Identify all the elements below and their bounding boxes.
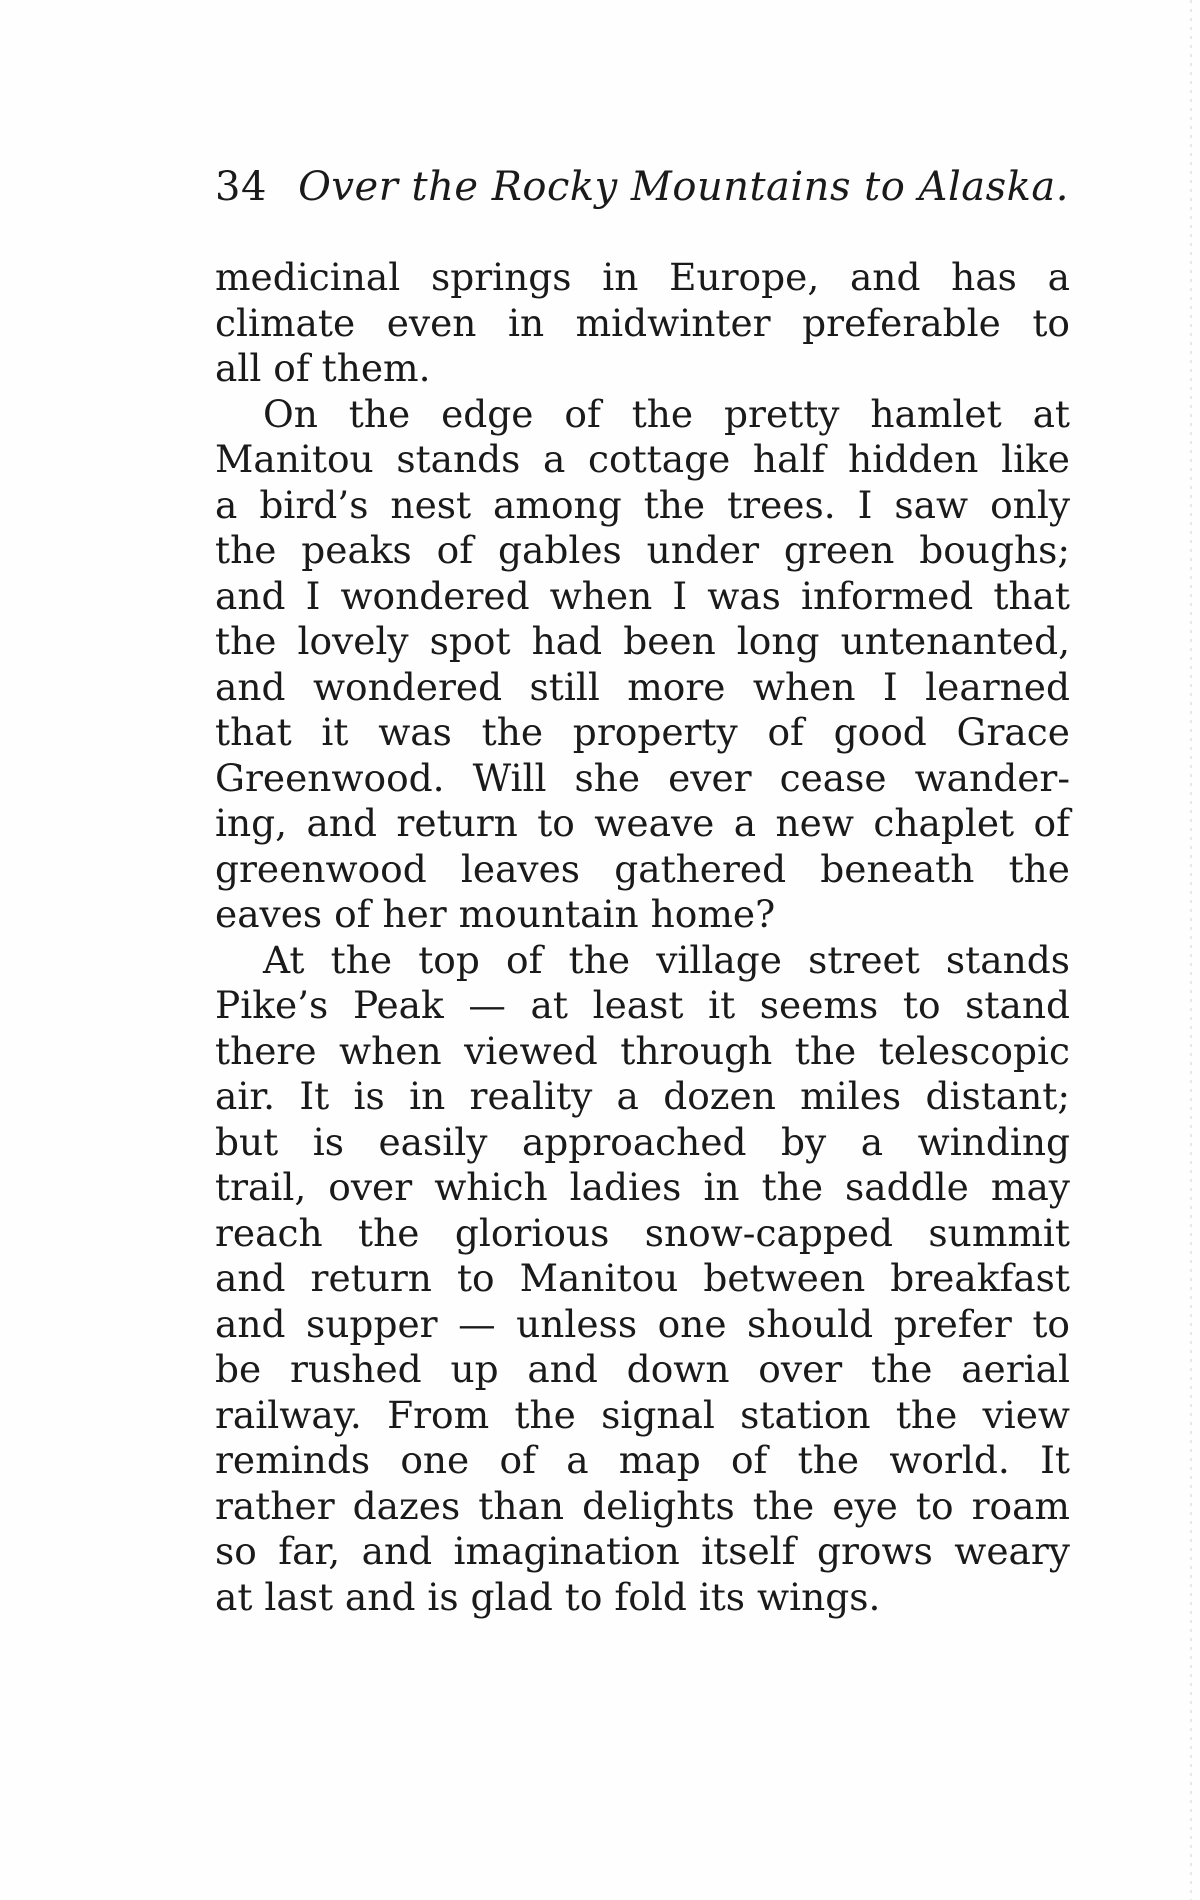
text-line: eaves of her mountain home? (215, 892, 776, 936)
running-header (215, 157, 1075, 217)
text-line: trail, over which ladies in the saddle may (215, 1165, 1070, 1209)
text-line: and return to Manitou between breakfast (215, 1256, 1070, 1300)
text-line: so far, and imagination itself grows weary (215, 1529, 1070, 1573)
text-line: all of them. (215, 346, 431, 390)
text-line: at last and is glad to fold its wings. (215, 1574, 881, 1619)
text-line: Pike’s Peak — at least it seems to stand (215, 983, 1070, 1027)
text-line: reminds one of a map of the world. It (215, 1438, 1070, 1482)
text-line: and supper — unless one should prefer to (215, 1301, 1070, 1346)
paragraph-2 (215, 392, 1070, 938)
page-edge (1190, 0, 1192, 1900)
text-line: a bird’s nest among the trees. I saw only (215, 482, 1070, 527)
text-line: there when viewed through the telescopic (215, 1028, 1070, 1073)
text-line: that it was the property of good Grace (215, 710, 1070, 754)
text-line: climate even in midwinter preferable to (215, 300, 1070, 345)
text-line: and wondered still more when I learned (215, 664, 1070, 709)
text-line: ing, and return to weave a new chaplet of (215, 801, 1070, 845)
text-line: Manitou stands a cottage half hidden like (215, 437, 1070, 481)
text-line: greenwood leaves gathered beneath the (215, 846, 1070, 891)
paragraph-1 (215, 255, 1070, 392)
text-line: At the top of the village street stands (263, 937, 1070, 982)
page-number: 34 (215, 164, 267, 210)
text-line: be rushed up and down over the aerial (215, 1347, 1070, 1391)
text-line: medicinal springs in Europe, and has a (215, 255, 1070, 299)
text-line: reach the glorious snow-capped summit (215, 1210, 1070, 1255)
body-text (215, 255, 1070, 1620)
running-title: Over the Rocky Mountains to Alaska. (298, 164, 1069, 210)
text-line: the peaks of gables under green boughs; (215, 528, 1070, 572)
text-line: the lovely spot had been long untenanted, (215, 619, 1070, 663)
text-line: and I wondered when I was informed that (215, 573, 1070, 618)
text-line: rather dazes than delights the eye to roam (215, 1483, 1070, 1528)
text-line: but is easily approached by a winding (215, 1119, 1070, 1164)
text-line: Greenwood. Will she ever cease wander- (215, 755, 1070, 800)
text-line: air. It is in reality a dozen miles distant; (215, 1074, 1070, 1118)
paragraph-3 (215, 938, 1070, 1621)
text-line: On the edge of the pretty hamlet at (263, 391, 1070, 436)
text-line: railway. From the signal station the view (215, 1392, 1070, 1437)
